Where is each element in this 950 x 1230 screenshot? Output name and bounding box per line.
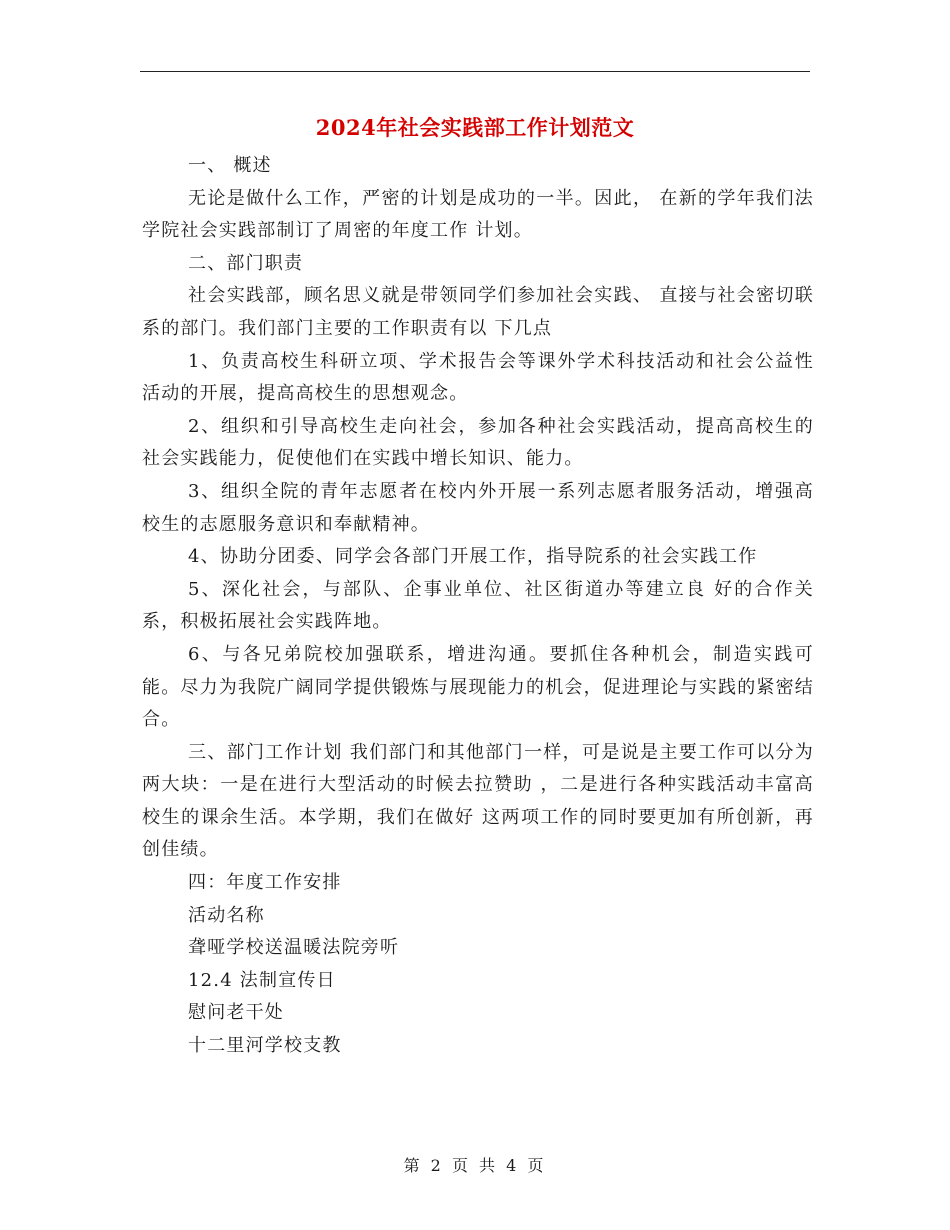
paragraph: 聋哑学校送温暖法院旁听 xyxy=(188,937,400,959)
paragraph: 社会实践部，顾名思义就是带领同学们参加社会实践、 直接与社会密切联系的部门。我们部门主要的工作职责有以 下几点 xyxy=(142,285,814,339)
paragraph: 一、 概述 xyxy=(188,155,272,176)
page-title: 2024年社会实践部工作计划范文 xyxy=(315,115,635,140)
paragraph: 活动名称 xyxy=(188,904,265,926)
paragraph: 慰问老干处 xyxy=(188,1002,284,1024)
paragraph: 无论是做什么工作，严密的计划是成功的一半。因此， 在新的学年我们法学院社会实践部制订了周密的年度工作 计划。 xyxy=(142,187,814,242)
paragraph: 12.4 法制宣传日 xyxy=(188,969,336,991)
paragraph: 4、协助分团委、同学会各部门开展工作，指导院系的社会实践工作 xyxy=(188,546,758,568)
paragraph: 6、与各兄弟院校加强联系，增进沟通。要抓住各种机会，制造实践可能。尽力为我院广阔同学提供锻炼与展现能力的机会，促进理论与实践的紧密结合。 xyxy=(142,643,814,731)
paragraph: 2、组织和引导高校生走向社会，参加各种社会实践活动，提高高校生的社会实践能力，促使他们在实践中增长知识、能力。 xyxy=(142,415,814,470)
header-rule xyxy=(140,71,810,72)
page-number: 第 2 页 共 4 页 xyxy=(403,1156,547,1175)
paragraph: 二、部门职责 xyxy=(188,252,304,274)
document-body xyxy=(142,150,814,1063)
paragraph: 3、组织全院的青年志愿者在校内外开展一系列志愿者服务活动，增强高校生的志愿服务意识和奉献精神。 xyxy=(142,480,814,535)
paragraph: 1、负责高校生科研立项、学术报告会等课外学术科技活动和社会公益性活动的开展，提高高校生的思想观念。 xyxy=(142,350,814,405)
paragraph: 5、深化社会，与部队、企事业单位、社区街道办等建立良 好的合作关系，积极拓展社会实践阵地。 xyxy=(142,578,814,633)
paragraph: 三、部门工作计划 我们部门和其他部门一样，可是说是主要工作可以分为两大块：一是在进行大型活动的时候去拉赞助 ，二是进行各种实践活动丰富高校生的课余生活。本学期，我们在做好 这两项工作的同时要更加有所创新，再创佳绩。 xyxy=(142,741,814,861)
paragraph: 十二里河学校支教 xyxy=(188,1035,342,1057)
paragraph: 四：年度工作安排 xyxy=(188,872,342,894)
